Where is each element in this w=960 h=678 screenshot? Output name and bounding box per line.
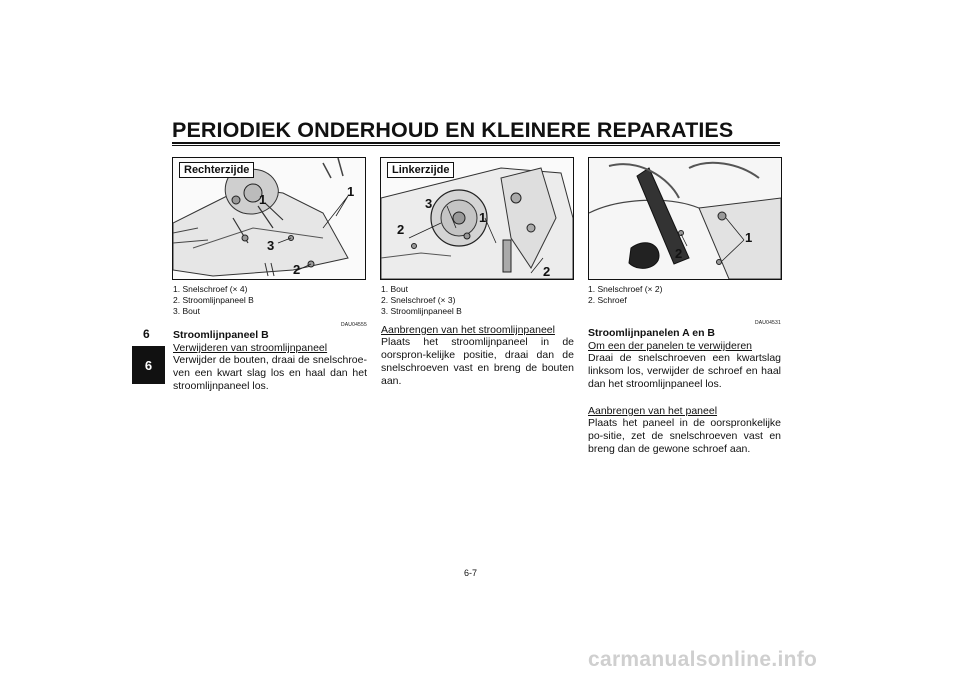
legend-item: 3. Bout [173,306,200,316]
legend-item: 2. Stroomlijnpaneel B [173,295,254,305]
column-front-panels [588,284,781,456]
subheading: Om een der panelen te verwijderen [588,340,753,352]
legend-item: 1. Bout [381,284,408,294]
figure-right-side-label: Rechterzijde [179,162,254,178]
body-text: Draai de snelschroeven een kwartslag linksom los, verwijder de schroef en haal dan het stroomlijnpaneel los. [588,352,781,390]
callout-2: 2 [543,264,551,279]
callout-3: 3 [267,238,275,253]
figure-legend [173,284,367,317]
legend-item: 1. Snelschroef (× 2) [588,284,663,294]
title-rule-thin [172,145,780,146]
document-code: DAU04555 [340,322,367,328]
spacer [588,391,781,404]
column-left-side [381,284,574,388]
body-text: Verwijder de bouten, draai de snelschroe-ven een kwart slag los en haal dan het stroomlijnpaneel los. [173,354,367,392]
callout-1: 1 [479,210,487,225]
figure-legend [381,284,574,317]
figure-left-side [380,157,574,280]
page-number: 6-7 [464,568,478,578]
callout-1: 1 [259,192,267,207]
subheading: Verwijderen van stroomlijnpaneel [173,342,328,354]
callout-1: 1 [745,230,753,245]
callout-3: 3 [425,196,433,211]
chapter-tab [132,346,165,384]
figure-front-panel-drawing [589,158,781,279]
callout-2: 2 [293,262,301,277]
legend-item: 3. Stroomlijnpaneel B [381,306,462,316]
figure-right-side [172,157,366,280]
legend-item: 2. Schroef [588,295,627,305]
callout-2: 2 [397,222,405,237]
figure-left-side-label: Linkerzijde [387,162,454,178]
body-text: Plaats het stroomlijnpaneel in de oorspron-kelijke positie, draai dan de snelschroeven vast en breng de bouten aan. [381,336,574,387]
section-heading: Stroomlijnpanelen A en B [588,327,715,339]
figure-legend [588,284,781,306]
section-heading: Stroomlijnpaneel B [173,329,269,341]
title-rule [172,142,780,144]
document-code: DAU04531 [754,320,781,326]
figure-front-panel [588,157,782,280]
legend-item: 2. Snelschroef (× 3) [381,295,456,305]
callout-1: 1 [347,184,355,199]
page-title: PERIODIEK ONDERHOUD EN KLEINERE REPARATIES [172,118,734,142]
column-right-side [173,284,367,393]
chapter-number: 6 [143,327,150,341]
body-text: Plaats het paneel in de oorspronkelijke po-sitie, zet de snelschroeven vast en breng dan de gewone schroef aan. [588,417,781,455]
subheading: Aanbrengen van het paneel [588,405,718,417]
subheading: Aanbrengen van het stroomlijnpaneel [381,324,555,336]
legend-item: 1. Snelschroef (× 4) [173,284,248,294]
chapter-tab-label: 6 [144,357,153,373]
callout-2: 2 [675,246,683,261]
watermark: carmanualsonline.info [588,648,818,671]
